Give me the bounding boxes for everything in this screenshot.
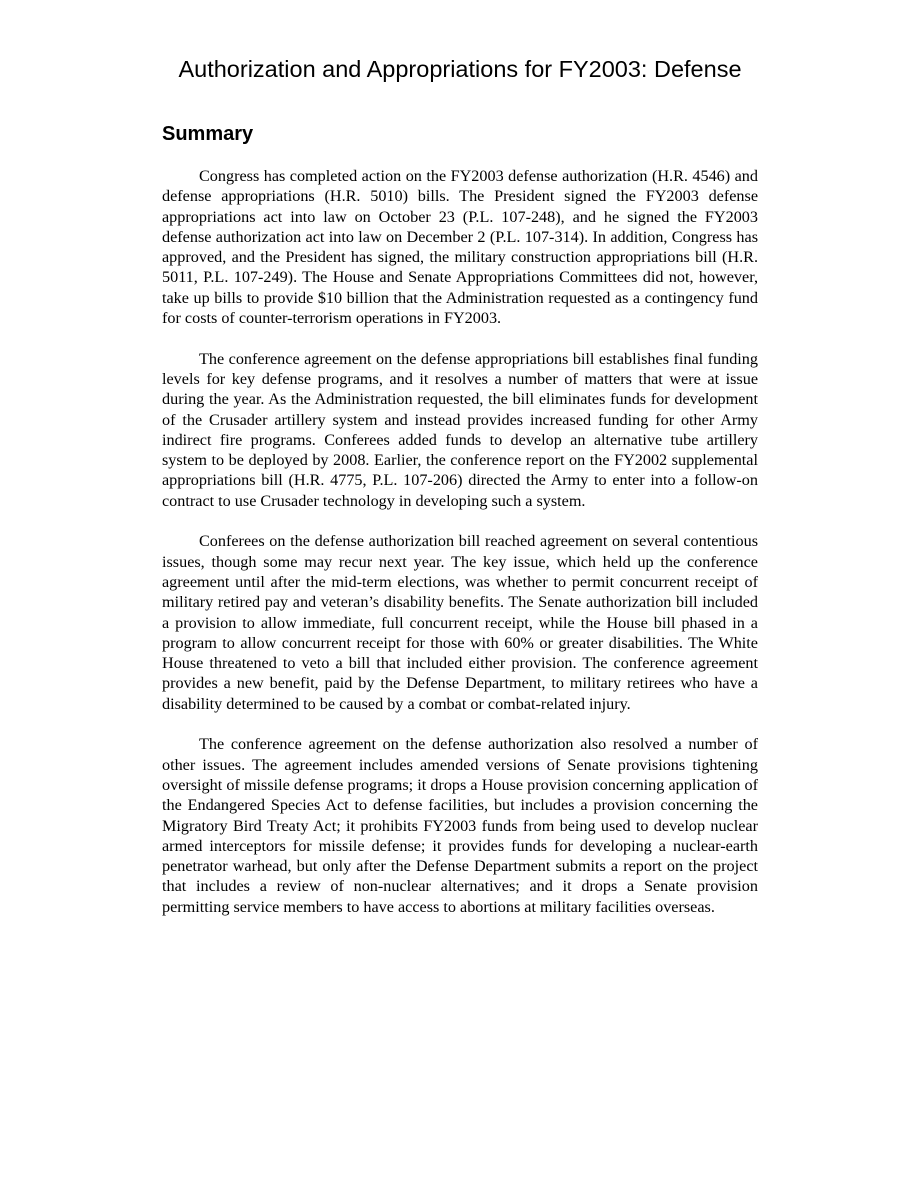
section-heading-summary: Summary [162,123,254,145]
summary-body [162,166,758,937]
document-title: Authorization and Appropriations for FY2003: Defense [178,56,742,82]
summary-paragraph-4: The conference agreement on the defense authorization also resolved a number of other issues. The agreement includes amended versions of Senate provisions tightening oversight of missile defense programs; it drops a House provision concerning application of the Endangered Species Act to defense facilities, but includes a provision concerning the Migratory Bird Treaty Act; it prohibits FY2003 funds from being used to develop nuclear armed interceptors for missile defense; it provides funds for developing a nuclear-earth penetrator warhead, but only after the Defense Department submits a report on the project that includes a review of non-nuclear alternatives; and it drops a Senate provision permitting service members to have access to abortions at military facilities overseas. [162,735,758,916]
summary-paragraph-2: The conference agreement on the defense appropriations bill establishes final funding levels for key defense programs, and it resolves a number of matters that were at issue during the year. As the Administration requested, the bill eliminates funds for development of the Crusader artillery system and instead provides increased funding for other Army indirect fire programs. Conferees added funds to develop an alternative tube artillery system to be deployed by 2008. Earlier, the conference report on the FY2002 supplemental appropriations bill (H.R. 4775, P.L. 107-206) directed the Army to enter into a follow-on contract to use Crusader technology in developing such a system. [162,349,758,510]
summary-paragraph-1: Congress has completed action on the FY2003 defense authorization (H.R. 4546) and defense appropriations (H.R. 5010) bills. The President signed the FY2003 defense appropriations act into law on October 23 (P.L. 107-248), and he signed the FY2003 defense authorization act into law on December 2 (P.L. 107-314). In addition, Congress has approved, and the President has signed, the military construction appropriations bill (H.R. 5011, P.L. 107-249). The House and Senate Appropriations Committees did not, however, take up bills to provide $10 billion that the Administration requested as a contingency fund for costs of counter-terrorism operations in FY2003. [162,167,758,328]
summary-paragraph-3: Conferees on the defense authorization bill reached agreement on several contentious issues, though some may recur next year. The key issue, which held up the conference agreement until after the mid-term elections, was whether to permit concurrent receipt of military retired pay and veteran’s disability benefits. The Senate authorization bill included a provision to allow immediate, full concurrent receipt, while the House bill phased in a program to allow concurrent receipt for those with 60% or greater disabilities. The White House threatened to veto a bill that included either provision. The conference agreement provides a new benefit, paid by the Defense Department, to military retirees who have a disability determined to be caused by a combat or combat-related injury. [162,532,758,713]
